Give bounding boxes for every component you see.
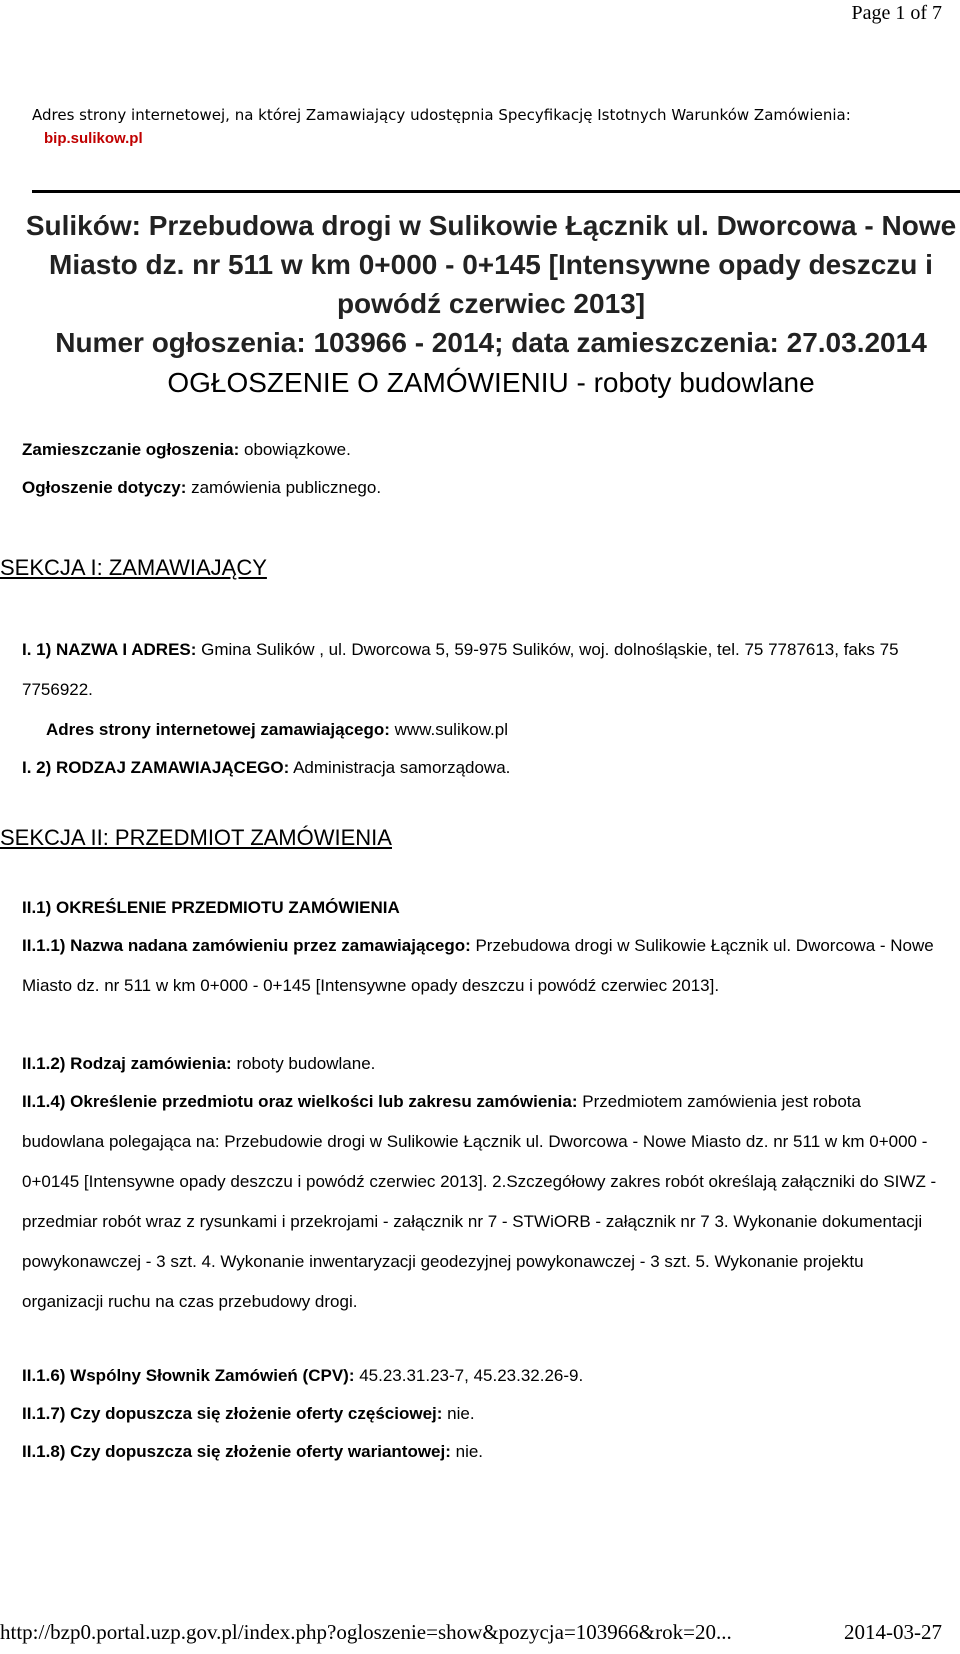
concerns-label: Ogłoszenie dotyczy:	[22, 478, 187, 497]
section1-type	[22, 748, 937, 788]
partial-offer-value: nie.	[442, 1404, 475, 1423]
name-address-value: Gmina Sulików , ul. Dworcowa 5, 59-975 Sulików, woj. dolnośląskie, tel. 75 7787613, faks 75 7756922.	[22, 640, 899, 699]
placement-label: Zamieszczanie ogłoszenia:	[22, 440, 240, 459]
variant-offer-value: nie.	[450, 1442, 484, 1461]
cpv-label: II.1.6) Wspólny Słownik Zamówień (CPV):	[22, 1366, 355, 1385]
contract-description	[22, 1082, 937, 1322]
siwz-site-url[interactable]: bip.sulikow.pl	[44, 130, 143, 147]
section1-heading: SEKCJA I: ZAMAWIAJĄCY	[0, 555, 267, 580]
footer-date: 2014-03-27	[844, 1620, 942, 1644]
partial-offer-line	[22, 1394, 937, 1434]
placement-value: obowiązkowe.	[239, 440, 351, 459]
variant-offer-label: II.1.8) Czy dopuszcza się złożenie oferty wariantowej:	[22, 1442, 451, 1461]
cpv-value: 45.23.31.23-7, 45.23.32.26-9.	[354, 1366, 584, 1385]
siwz-site-label: Adres strony internetowej, na której Zamawiający udostępnia Specyfikację Istotnych Warunków Zamówienia:	[32, 106, 851, 124]
contract-name	[22, 926, 937, 1006]
cpv-line	[22, 1356, 937, 1396]
variant-offer-line	[22, 1432, 937, 1472]
partial-offer-label: II.1.7) Czy dopuszcza się złożenie oferty częściowej:	[22, 1404, 443, 1423]
notice-number: Numer ogłoszenia: 103966 - 2014; data zamieszczenia: 27.03.2014	[55, 327, 927, 358]
contract-description-value: Przedmiotem zamówienia jest robota budowlana polegająca na: Przebudowie drogi w Sulikowie Łącznik ul. Dworcowa - Nowe Miasto dz. nr 511 w km 0+000 - 0+0145 [Intensywne opady deszczu i powódź czerwiec 2013]. 2.Szczegółowy zakres robót określają załączniki do SIWZ - przedmiar robót wraz z rysunkami i przekrojami - załącznik nr 7 - STWiORB - załącznik nr 7 3. Wykonanie dokumentacji powykonawczej - 3 szt. 4. Wykonanie inwentaryzacji geodezyjnej powykonawczej - 3 szt. 5. Wykonanie projektu organizacji ruchu na czas przebudowy drogi.	[22, 1092, 937, 1311]
contract-kind-label: II.1.2) Rodzaj zamówienia:	[22, 1054, 232, 1073]
contract-kind-value: roboty budowlane.	[231, 1054, 376, 1073]
concerns-value: zamówienia publicznego.	[186, 478, 382, 497]
concerns-line	[22, 468, 937, 508]
section1-name-address	[22, 630, 937, 710]
footer-url: http://bzp0.portal.uzp.gov.pl/index.php?ogloszenie=show&pozycja=103966&rok=20...	[0, 1620, 732, 1644]
contract-name-value: Przebudowa drogi w Sulikowie Łącznik ul. Dworcowa - Nowe Miasto dz. nr 511 w km 0+000 - 0+145 [Intensywne opady deszczu i powódź czerwiec 2013].	[22, 936, 934, 995]
notice-kind: OGŁOSZENIE O ZAMÓWIENIU - roboty budowlane	[167, 367, 815, 398]
type-label: I. 2) RODZAJ ZAMAWIAJĄCEGO:	[22, 758, 290, 777]
web-value[interactable]: www.sulikow.pl	[389, 720, 508, 739]
type-value: Administracja samorządowa.	[289, 758, 511, 777]
web-label: Adres strony internetowej zamawiającego:	[46, 720, 390, 739]
contract-name-label: II.1.1) Nazwa nadana zamówieniu przez zamawiającego:	[22, 936, 471, 955]
contract-kind	[22, 1044, 937, 1084]
name-address-label: I. 1) NAZWA I ADRES:	[22, 640, 197, 659]
notice-title: Sulików: Przebudowa drogi w Sulikowie Łącznik ul. Dworcowa - Nowe Miasto dz. nr 511 w km 0+000 - 0+145 [Intensywne opady deszczu i powódź czerwiec 2013]	[25, 210, 957, 319]
placement-line	[22, 430, 937, 470]
header-rule	[32, 190, 960, 193]
section2-subheading: II.1) OKREŚLENIE PRZEDMIOTU ZAMÓWIENIA	[22, 898, 400, 917]
page-number: Page 1 of 7	[851, 2, 942, 24]
contract-description-label: II.1.4) Określenie przedmiotu oraz wielkości lub zakresu zamówienia:	[22, 1092, 578, 1111]
section2-heading: SEKCJA II: PRZEDMIOT ZAMÓWIENIA	[0, 825, 392, 850]
section1-web	[46, 710, 960, 750]
